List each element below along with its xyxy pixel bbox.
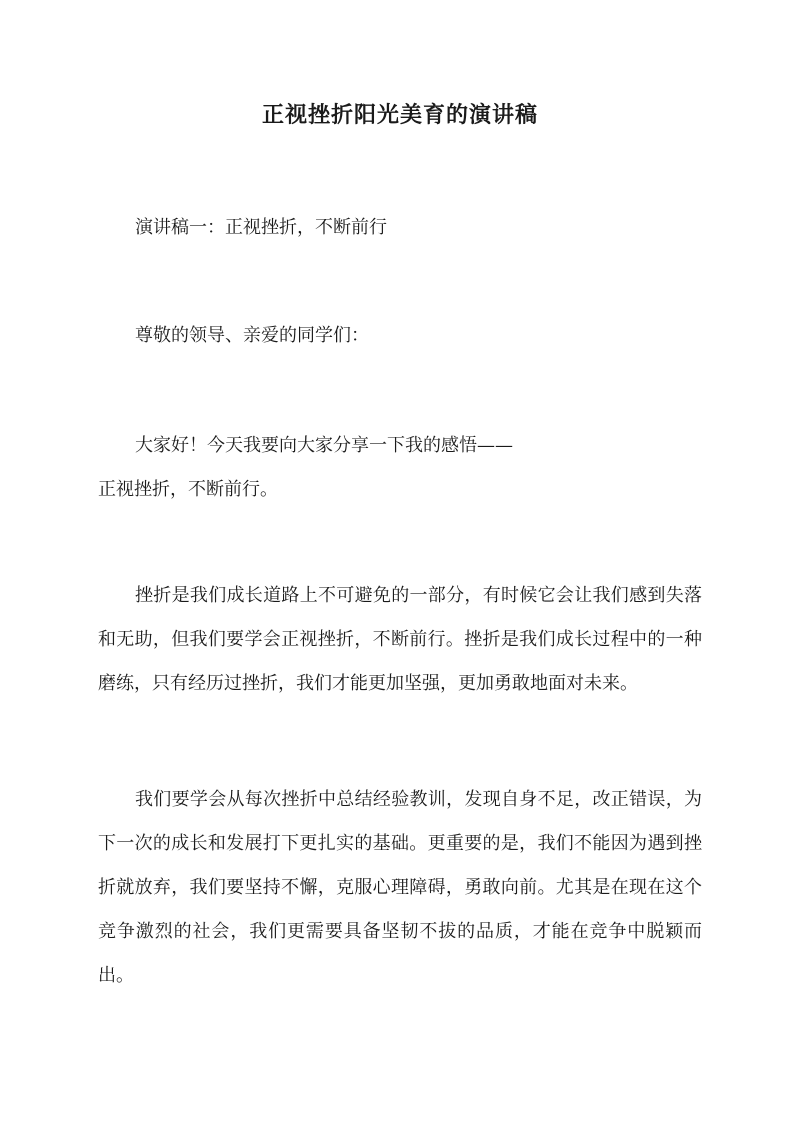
intro-line: 大家好！今天我要向大家分享一下我的感悟——	[135, 435, 513, 456]
greeting: 尊敬的领导、亲爱的同学们：	[135, 325, 369, 346]
intro-paragraph	[98, 424, 702, 512]
body-paragraph: 挫折是我们成长道路上不可避免的一部分，有时候它会让我们感到失落和无助，但我们要学会正视挫折，不断前行。挫折是我们成长过程中的一种磨练，只有经历过挫折，我们才能更加坚强，更加勇敢地面对未来。	[98, 585, 702, 694]
body-paragraph: 我们要学会从每次挫折中总结经验教训，发现自身不足，改正错误，为下一次的成长和发展打下更扎实的基础。更重要的是，我们不能因为遇到挫折就放弃，我们要坚持不懈，克服心理障碍，勇敢向前。尤其是在现在这个竞争激烈的社会，我们更需要具备坚韧不拔的品质，才能在竞争中脱颖而出。	[98, 789, 702, 986]
document-title: 正视挫折阳光美育的演讲稿	[261, 102, 538, 128]
speech-heading: 演讲稿一：正视挫折，不断前行	[135, 217, 387, 238]
intro-continuation: 正视挫折，不断前行。	[98, 479, 278, 500]
